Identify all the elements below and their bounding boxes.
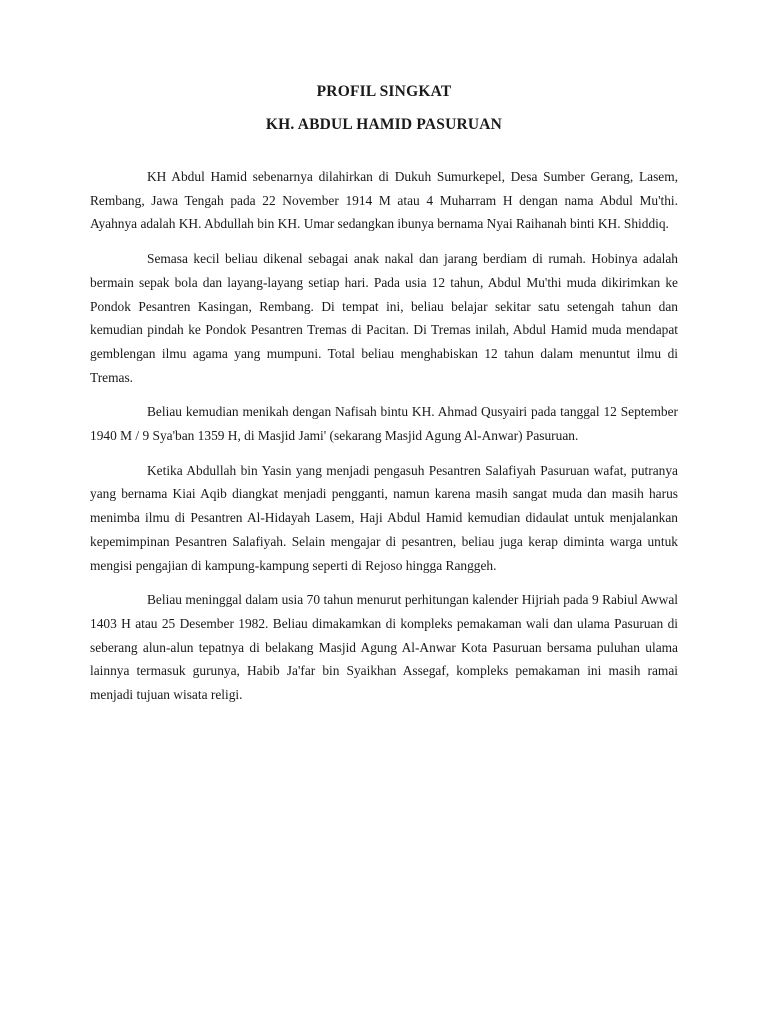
document-title: PROFIL SINGKAT [316,83,452,100]
paragraph-leadership: Ketika Abdullah bin Yasin yang menjadi pengasuh Pesantren Salafiyah Pasuruan wafat, putranya yang bernama Kiai Aqib diangkat menjadi pengganti, namun karena masih sangat muda dan masih harus menimba ilmu di Pesantren Al-Hidayah Lasem, Haji Abdul Hamid kemudian didaulat untuk menjalankan kepemimpinan Pesantren Salafiyah. Selain mengajar di pesantren, beliau juga kerap diminta warga untuk mengisi pengajian di kampung-kampung seperti di Rejoso hingga Ranggeh. [90,462,678,573]
document-body [90,165,678,707]
paragraph-birth: KH Abdul Hamid sebenarnya dilahirkan di Dukuh Sumurkepel, Desa Sumber Gerang, Lasem, Rembang, Jawa Tengah pada 22 November 1914 M atau 4 Muharram H dengan nama Abdul Mu'thi. Ayahnya adalah KH. Abdullah bin KH. Umar sedangkan ibunya bernama Nyai Raihanah binti KH. Shiddiq. [90,169,678,232]
document-subtitle: KH. ABDUL HAMID PASURUAN [265,116,503,133]
paragraph-death-burial: Beliau meninggal dalam usia 70 tahun menurut perhitungan kalender Hijriah pada 9 Rabiul Awwal 1403 H atau 25 Desember 1982. Beliau dimakamkan di kompleks pemakaman wali dan ulama Pasuruan di seberang alun-alun tepatnya di belakang Masjid Agung Al-Anwar Kota Pasuruan bersama puluhan ulama lainnya termasuk gurunya, Habib Ja'far bin Syaikhan Assegaf, kompleks pemakaman ini masih ramai menjadi tujuan wisata religi. [90,592,678,703]
paragraph-childhood-education: Semasa kecil beliau dikenal sebagai anak nakal dan jarang berdiam di rumah. Hobinya adalah bermain sepak bola dan layang-layang setiap hari. Pada usia 12 tahun, Abdul Mu'thi muda dikirimkan ke Pondok Pesantren Kasingan, Rembang. Di tempat ini, beliau belajar sekitar satu setengah tahun dan kemudian pindah ke Pondok Pesantren Tremas di Pacitan. Di Tremas inilah, Abdul Hamid muda mendapat gemblengan ilmu agama yang mumpuni. Total beliau menghabiskan 12 tahun dalam menuntut ilmu di Tremas. [90,251,678,385]
document-page [90,78,678,718]
paragraph-marriage: Beliau kemudian menikah dengan Nafisah bintu KH. Ahmad Qusyairi pada tanggal 12 September 1940 M / 9 Sya'ban 1359 H, di Masjid Jami' (sekarang Masjid Agung Al-Anwar) Pasuruan. [90,404,678,444]
